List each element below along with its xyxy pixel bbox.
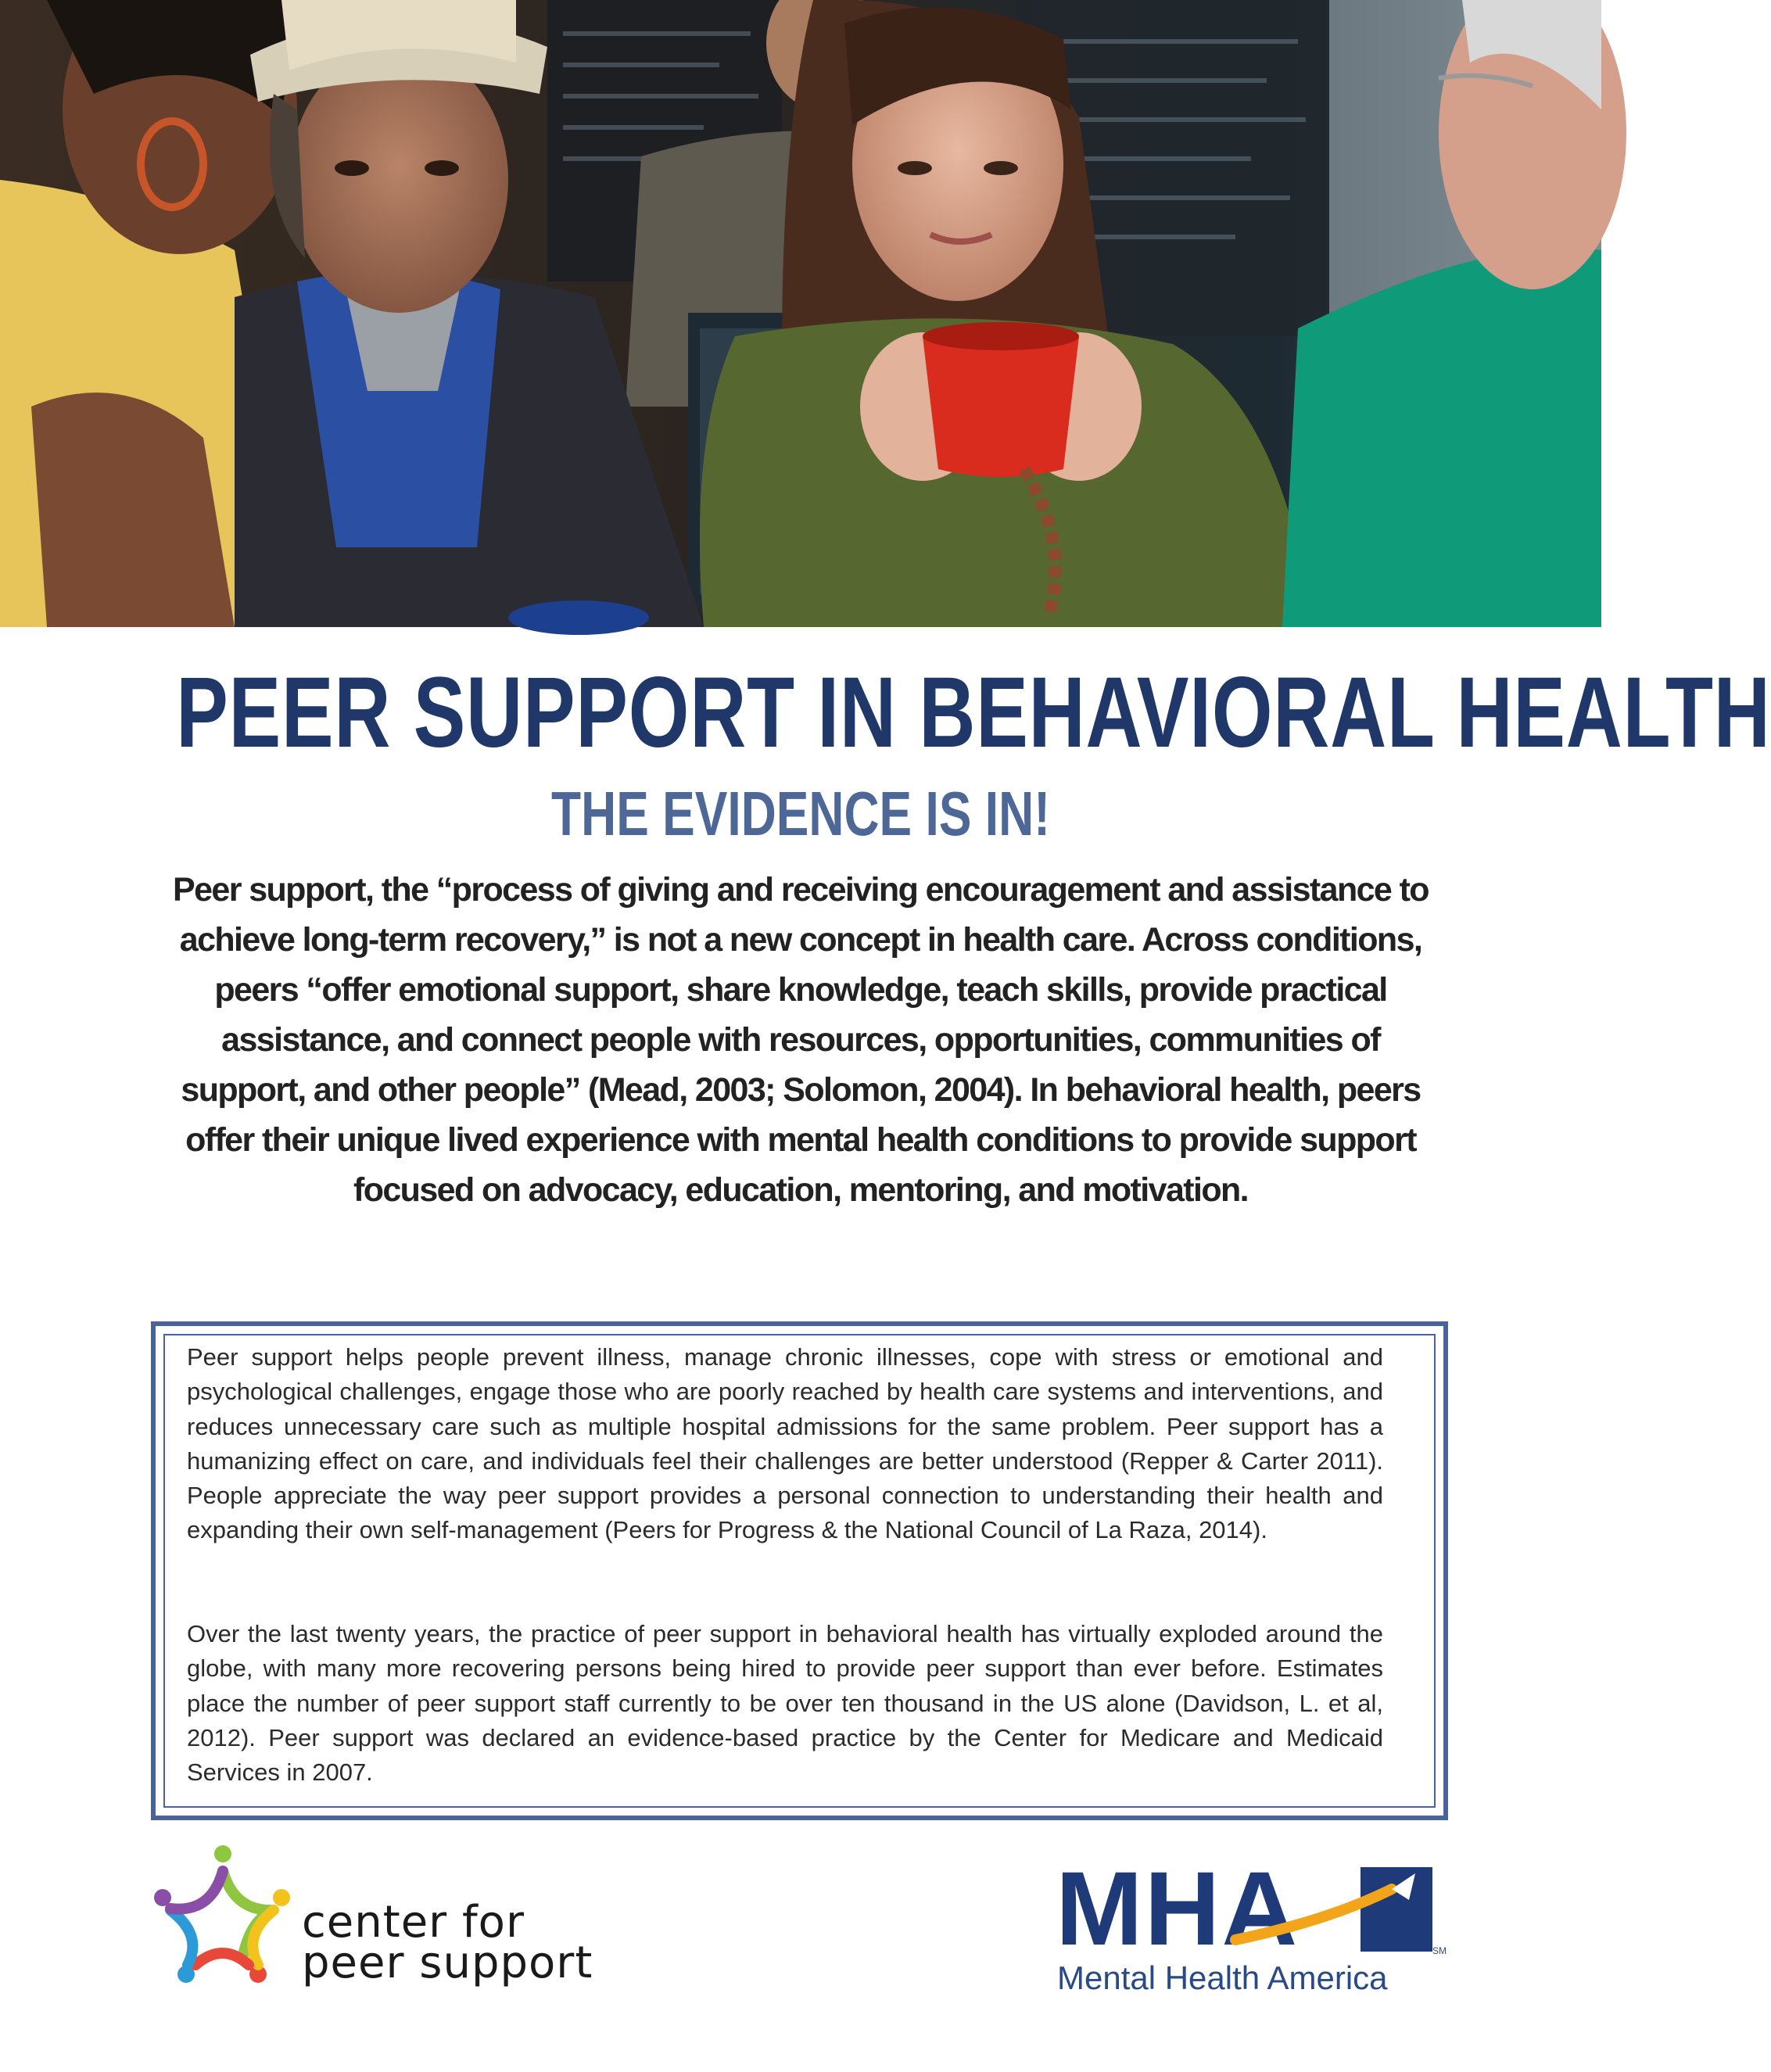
cps-line-1: center for: [302, 1897, 525, 1948]
mha-letters: MHA: [1056, 1851, 1300, 1967]
cps-line-2: peer support: [302, 1938, 593, 1988]
mental-health-america-logo: [1056, 1851, 1447, 2008]
hero-photo: [0, 0, 1601, 627]
service-mark: SM: [1432, 1945, 1447, 1956]
mha-name: Mental Health America: [1057, 1959, 1388, 1996]
evidence-paragraph-2: Over the last twenty years, the practice of peer support in behavioral health has virtually exploded around the globe, with many more recovering persons being hired to provide peer support than ever before. Estimates place the number of peer support staff currently to be over ten thousand in the US alone (Davidson, L. et al, 2012). Peer support was declared an evidence-based practice by the Center for Medicare and Medicaid Services in 2007.: [187, 1620, 1383, 1787]
star-people-icon: [149, 1841, 297, 1990]
evidence-paragraph-1: Peer support helps people prevent illness, manage chronic illnesses, cope with stress or emotional and psychological challenges, engage those who are poorly reached by health care systems and interventions, and reduces unnecessary care such as multiple hospital admissions for the same problem. Peer support has a humanizing effect on care, and individuals feel their challenges are better understood (Repper & Carter 2011). People appreciate the way peer support provides a personal connection to understanding their health and expanding their own self-management (Peers for Progress & the National Council of La Raza, 2014).: [187, 1343, 1383, 1544]
page-subtitle: THE EVIDENCE IS IN!: [551, 779, 1050, 848]
intro-paragraph: Peer support, the “process of giving and receiving encouragement and assistance to achieve long-term recovery,” is not a new concept in health care. Across conditions, peers “offer emotional support, share knowledge, teach skills, provide practical assistance, and connect people with resources, opportunities, communities of support, and other people” (Mead, 2003; Solomon, 2004). In behavioral health, peers offer their unique lived experience with mental health conditions to provide support focused on advocacy, education, mentoring, and motivation.: [173, 871, 1429, 1209]
evidence-box: [151, 1321, 1448, 1820]
page-title: PEER SUPPORT IN BEHAVIORAL HEALTH: [176, 657, 1771, 769]
cps-wordmark: [302, 1897, 593, 1988]
mha-swoosh-icon: [1235, 1866, 1439, 1959]
center-for-peer-support-logo: [149, 1841, 618, 1998]
